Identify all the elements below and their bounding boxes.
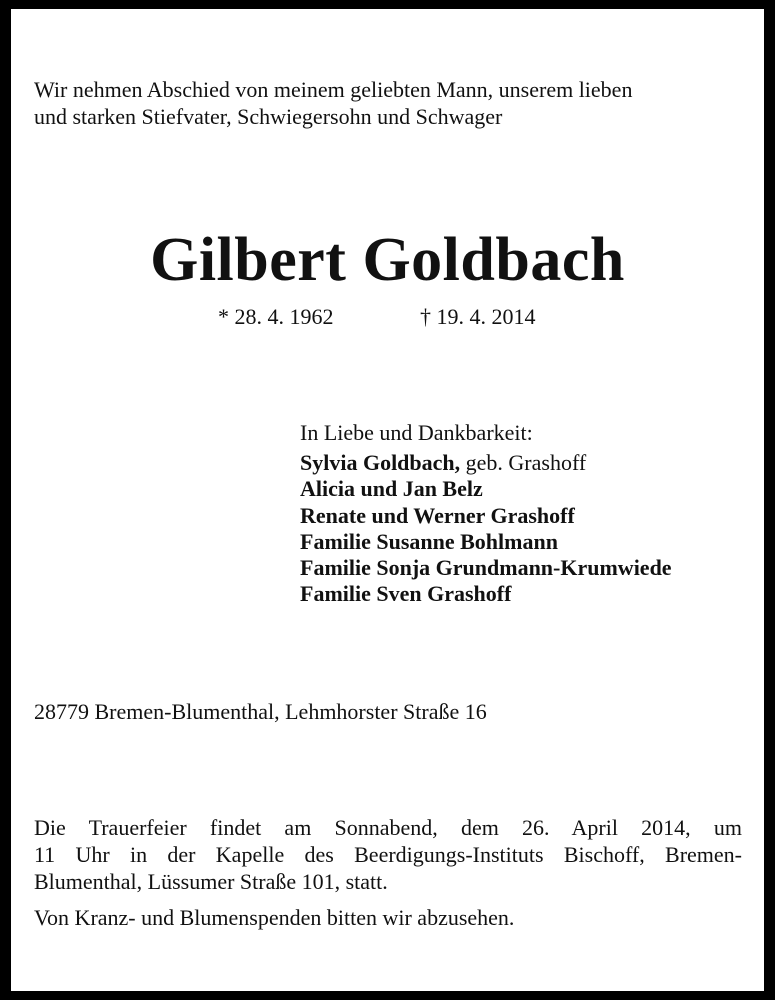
mourner-maiden-name: geb. Grashoff [460,450,587,476]
intro-line-2: und starken Stiefvater, Schwiegersohn und Schwager [34,104,503,129]
intro-line-1: Wir nehmen Abschied von meinem geliebten Mann, unserem lieben [34,77,633,102]
deceased-name: Gilbert Goldbach [150,226,625,294]
birth-date: * 28. 4. 1962 [218,304,334,329]
mourner-name: Familie Sven Grashoff [300,581,512,607]
mourner-name: Sylvia Goldbach, [300,450,461,476]
mourners-lead: In Liebe und Dankbarkeit: [300,420,533,445]
mourner-row [300,529,760,555]
flowers-note: Von Kranz- und Blumenspenden bitten wir abzusehen. [34,905,515,930]
mourner-row [300,476,760,502]
mourners-block [300,420,760,607]
mourner-name: Familie Sonja Grundmann-Krumwiede [300,555,672,581]
funeral-service-info [34,814,742,895]
mourner-name: Renate und Werner Grashoff [300,502,575,528]
family-address: 28779 Bremen-Blumenthal, Lehmhorster Straße 16 [34,699,487,724]
mourner-row [300,555,760,581]
mourner-row [300,450,760,476]
service-line-2: 11 Uhr in der Kapelle des Beerdigungs-Instituts Bischoff, Bremen- [34,842,742,867]
mourner-name: Familie Susanne Bohlmann [300,528,558,554]
service-line-1: Die Trauerfeier findet am Sonnabend, dem 26. April 2014, um [34,815,742,840]
mourner-row [300,581,760,607]
mourner-row [300,503,760,529]
intro-text [34,76,746,130]
service-line-3: Blumenthal, Lüssumer Straße 101, statt. [34,869,388,894]
death-date: † 19. 4. 2014 [420,304,536,329]
mourner-name: Alicia und Jan Belz [300,476,483,502]
